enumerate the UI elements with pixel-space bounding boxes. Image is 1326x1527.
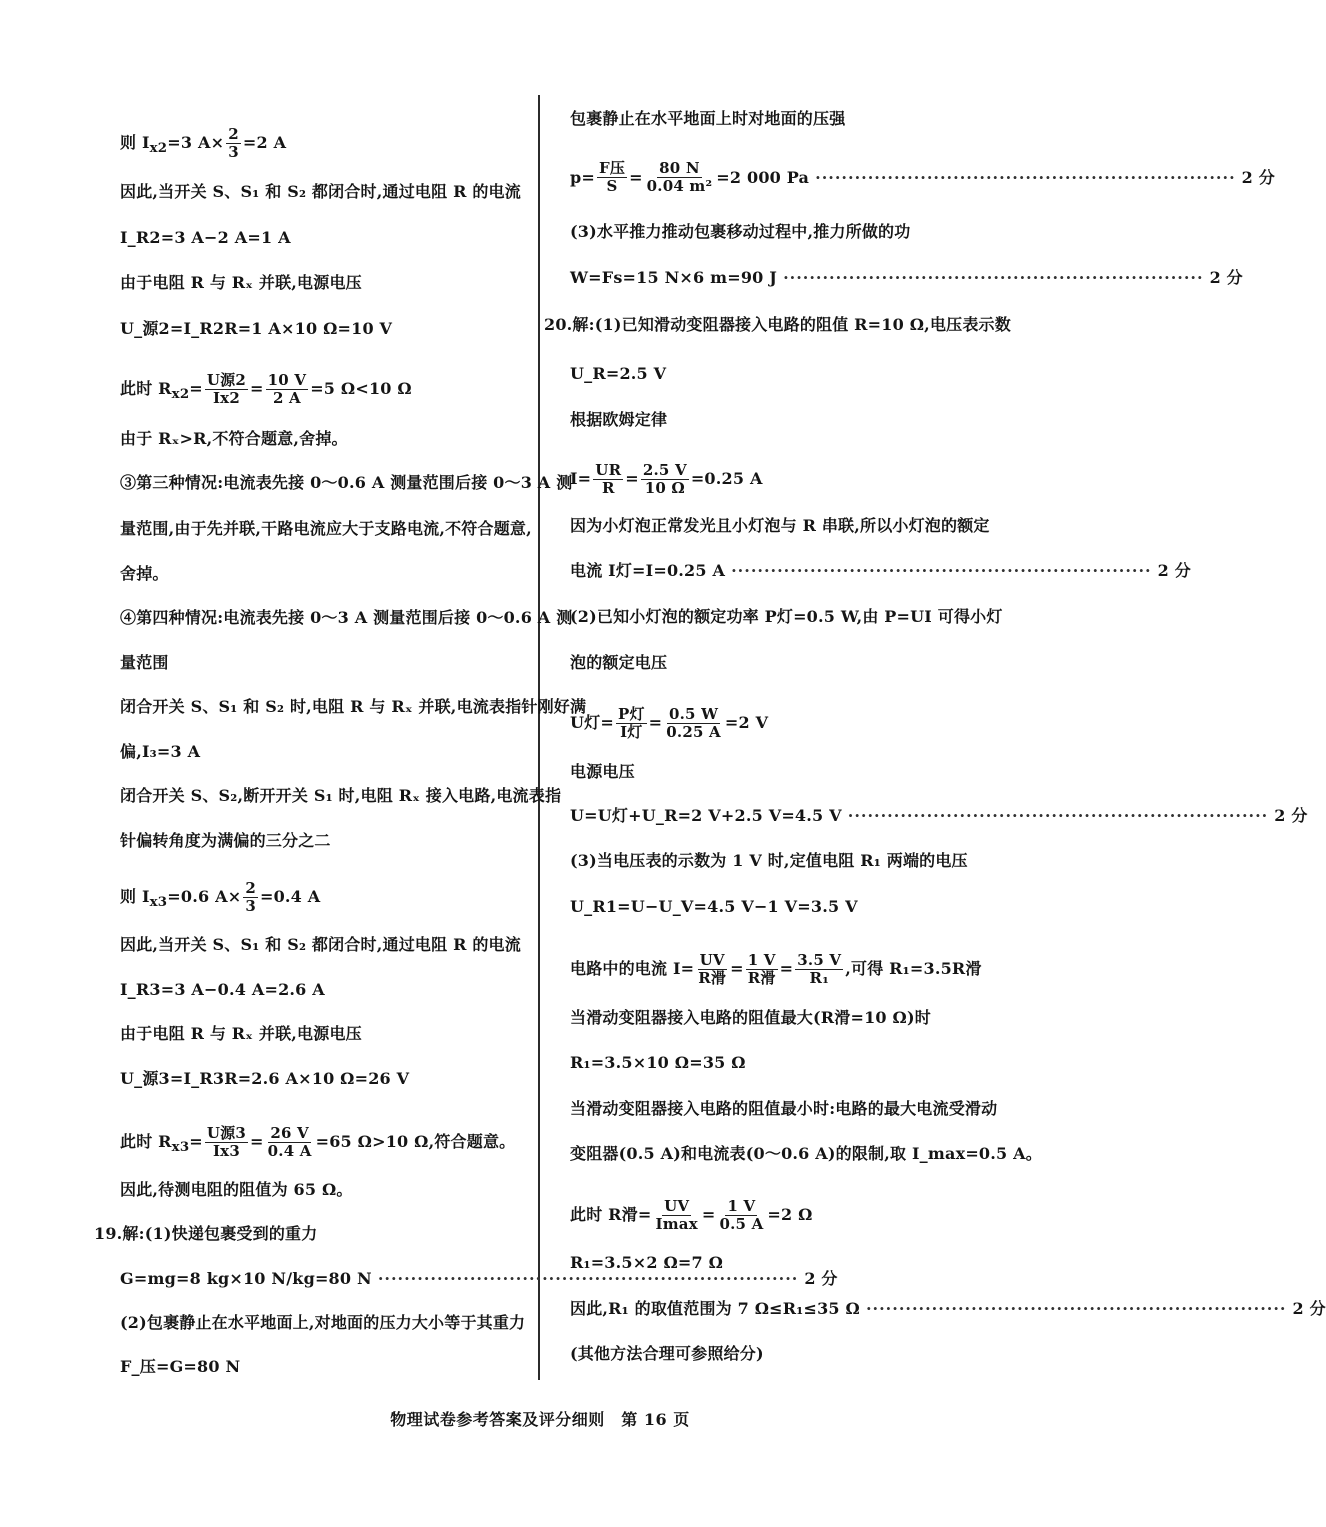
formula-line: U_源2=I_R2R=1 A×10 Ω=10 V [120, 319, 393, 338]
note-line: (其他方法合理可参照给分) [570, 1344, 764, 1363]
question-20-heading: 20.解:(1)已知滑动变阻器接入电路的阻值 R=10 Ω,电压表示数 [544, 315, 1011, 334]
fraction: $\frac{\text{U源3}}{Ix3}$ [206, 1124, 247, 1160]
text-line: 由于电阻 R 与 Rₓ 并联,电源电压 [120, 1024, 362, 1043]
text-line: 根据欧姆定律 [570, 410, 668, 429]
formula-line: U_源3=I_R3R=2.6 A×10 Ω=26 V [120, 1069, 410, 1088]
formula-line: R₁=3.5×10 Ω=35 Ω [570, 1053, 746, 1072]
text-line: 因此,当开关 S、S₁ 和 S₂ 都闭合时,通过电阻 R 的电流 [120, 935, 521, 954]
text-line: 电源电压 [570, 762, 635, 781]
text-line: 偏,I₃=3 A [120, 742, 201, 761]
text-line: 因此,待测电阻的阻值为 65 Ω。 [120, 1180, 353, 1199]
text-line: 当滑动变阻器接入电路的阻值最小时:电路的最大电流受滑动 [570, 1099, 998, 1118]
text-line: (2)包裹静止在水平地面上,对地面的压力大小等于其重力 [120, 1313, 526, 1332]
text-line: 量范围 [120, 653, 169, 672]
dot-leader: ································································ [865, 1299, 1287, 1318]
fraction: $\frac{3.5 V}{\text{R₁}}$ [797, 951, 842, 987]
text-line: 闭合开关 S、S₂,断开开关 S₁ 时,电阻 Rₓ 接入电路,电流表指 [120, 786, 562, 805]
score-label: 2 分 [804, 1269, 838, 1288]
scored-formula-line: W=Fs=15 N×6 m=90 J ································································ 2 分 [570, 268, 1243, 287]
score-label: 2 分 [1241, 167, 1275, 187]
text-line: ③第三种情况:电流表先接 0～0.6 A 测量范围后接 0～3 A 测 [120, 473, 573, 492]
text-line: 泡的额定电压 [570, 653, 668, 672]
column-divider [538, 95, 540, 1380]
dot-leader: ································································ [815, 167, 1236, 187]
formula-line: U灯= $\frac{\text{P灯}}{\text{I灯}}$ = $\frac{0.5 W}{0.25 A}$ =2 V [570, 705, 769, 741]
formula-line: 此时 $R_{x3}=$ $\frac{\text{U源3}}{Ix3}$ = $\frac{26 V}{0.4 A}$ =65 Ω>10 Ω,符合题意。 [120, 1124, 516, 1160]
dot-leader: ································································ [377, 1269, 799, 1288]
fraction: $\frac{UV}{\text{R滑}}$ [698, 951, 727, 987]
scored-formula-line: p= $\frac{\text{F压}}{S}$ = $\frac{80 N}{\text{0.04 m²}}$ =2 000 Pa ································································ 2 分 [570, 159, 1275, 195]
text-line: 由于电阻 R 与 Rₓ 并联,电源电压 [120, 273, 362, 292]
fraction: $\frac{26 V}{0.4 A}$ [267, 1124, 312, 1160]
fraction: $\frac{UR}{R}$ [595, 461, 622, 497]
fraction: $\frac{80 N}{\text{0.04 m²}}$ [646, 159, 713, 195]
dot-leader: ································································ [847, 806, 1269, 825]
page-footer: 物理试卷参考答案及评分细则 第 16 页 [390, 1410, 690, 1429]
text-line: (3)水平推力推动包裹移动过程中,推力所做的功 [570, 222, 911, 241]
fraction: $\frac{\text{F压}}{S}$ [599, 159, 626, 195]
text-line: 舍掉。 [120, 564, 169, 583]
formula-line: I= $\frac{UR}{R}$ = $\frac{2.5 V}{10 \Omega}$ =0.25 A [570, 461, 763, 497]
text-line: (2)已知小灯泡的额定功率 P灯=0.5 W,由 P=UI 可得小灯 [570, 607, 1003, 626]
fraction: $\frac{2.5 V}{10 \Omega}$ [642, 461, 687, 497]
score-label: 2 分 [1292, 1299, 1326, 1318]
formula-line: 则 $I_{x2}=3$ A× $\frac{2}{3}$ =2 A [120, 125, 287, 161]
score-label: 2 分 [1274, 806, 1308, 825]
text-line: 变阻器(0.5 A)和电流表(0～0.6 A)的限制,取 I_max=0.5 A。 [570, 1144, 1042, 1163]
formula-line: 则 $I_{x3}=0.6$ A× $\frac{2}{3}$ =0.4 A [120, 879, 321, 915]
fraction: $\frac{0.5 W}{0.25 A}$ [666, 705, 721, 741]
dot-leader: ································································ [731, 561, 1152, 580]
fraction: $\frac{\text{U源2}}{Ix2}$ [206, 371, 247, 407]
fraction: $\frac{UV}{Imax}$ [655, 1197, 698, 1233]
formula-line: I_R2=3 A−2 A=1 A [120, 228, 291, 247]
scored-formula-line: 电流 I灯=I=0.25 A ································································ 2 分 [570, 561, 1191, 580]
score-label: 2 分 [1157, 561, 1191, 580]
text-line: (3)当电压表的示数为 1 V 时,定值电阻 R₁ 两端的电压 [570, 851, 968, 870]
formula-line: 电路中的电流 I= $\frac{UV}{\text{R滑}}$ = $\frac{1 V}{\text{R滑}}$ = $\frac{3.5 V}{\text{R₁}}$ ,可得 R₁=3.5R滑 [570, 951, 982, 987]
fraction: $\frac{10 V}{2 A}$ [267, 371, 307, 407]
scored-formula-line: G=mg=8 kg×10 N/kg=80 N ································································ 2 分 [120, 1269, 838, 1288]
text-line: 因为小灯泡正常发光且小灯泡与 R 串联,所以小灯泡的额定 [570, 516, 990, 535]
text-line: 闭合开关 S、S₁ 和 S₂ 时,电阻 R 与 Rₓ 并联,电流表指针刚好满 [120, 697, 587, 716]
fraction: $\frac{\text{P灯}}{\text{I灯}}$ [617, 705, 645, 741]
text-line: 当滑动变阻器接入电路的阻值最大(R滑=10 Ω)时 [570, 1008, 931, 1027]
score-label: 2 分 [1209, 268, 1243, 287]
formula-line: R₁=3.5×2 Ω=7 Ω [570, 1253, 724, 1272]
text-line: 由于 Rₓ>R,不符合题意,舍掉。 [120, 429, 348, 448]
dot-leader: ································································ [783, 268, 1204, 287]
formula-line: U_R1=U−U_V=4.5 V−1 V=3.5 V [570, 897, 858, 916]
formula-line: 此时 R滑= $\frac{UV}{Imax}$ = $\frac{1 V}{0.5 A}$ =2 Ω [570, 1197, 813, 1233]
scored-formula-line: 因此,R₁ 的取值范围为 7 Ω≤R₁≤35 Ω ································································ 2 分 [570, 1299, 1326, 1318]
question-19-heading: 19.解:(1)快递包裹受到的重力 [94, 1224, 318, 1243]
text-line: 因此,当开关 S、S₁ 和 S₂ 都闭合时,通过电阻 R 的电流 [120, 182, 521, 201]
fraction: $\frac{1 V}{0.5 A}$ [719, 1197, 764, 1233]
formula-line: F_压=G=80 N [120, 1357, 241, 1376]
text-line: 包裹静止在水平地面上时对地面的压强 [570, 109, 846, 128]
text-line: 量范围,由于先并联,干路电流应大于支路电流,不符合题意, [120, 519, 532, 538]
fraction: $\frac{2}{3}$ [228, 125, 239, 161]
text-line: 针偏转角度为满偏的三分之二 [120, 831, 331, 850]
formula-line: 此时 $R_{x2}=$ $\frac{\text{U源2}}{Ix2}$ = $\frac{10 V}{2 A}$ =5 Ω<10 Ω [120, 371, 412, 407]
text-line: ④第四种情况:电流表先接 0～3 A 测量范围后接 0～0.6 A 测 [120, 608, 573, 627]
formula-line: U_R=2.5 V [570, 364, 667, 383]
formula-line: I_R3=3 A−0.4 A=2.6 A [120, 980, 325, 999]
fraction: $\frac{1 V}{\text{R滑}}$ [747, 951, 776, 987]
scored-formula-line: U=U灯+U_R=2 V+2.5 V=4.5 V ································································ 2 分 [570, 806, 1308, 825]
fraction: $\frac{2}{3}$ [245, 879, 256, 915]
